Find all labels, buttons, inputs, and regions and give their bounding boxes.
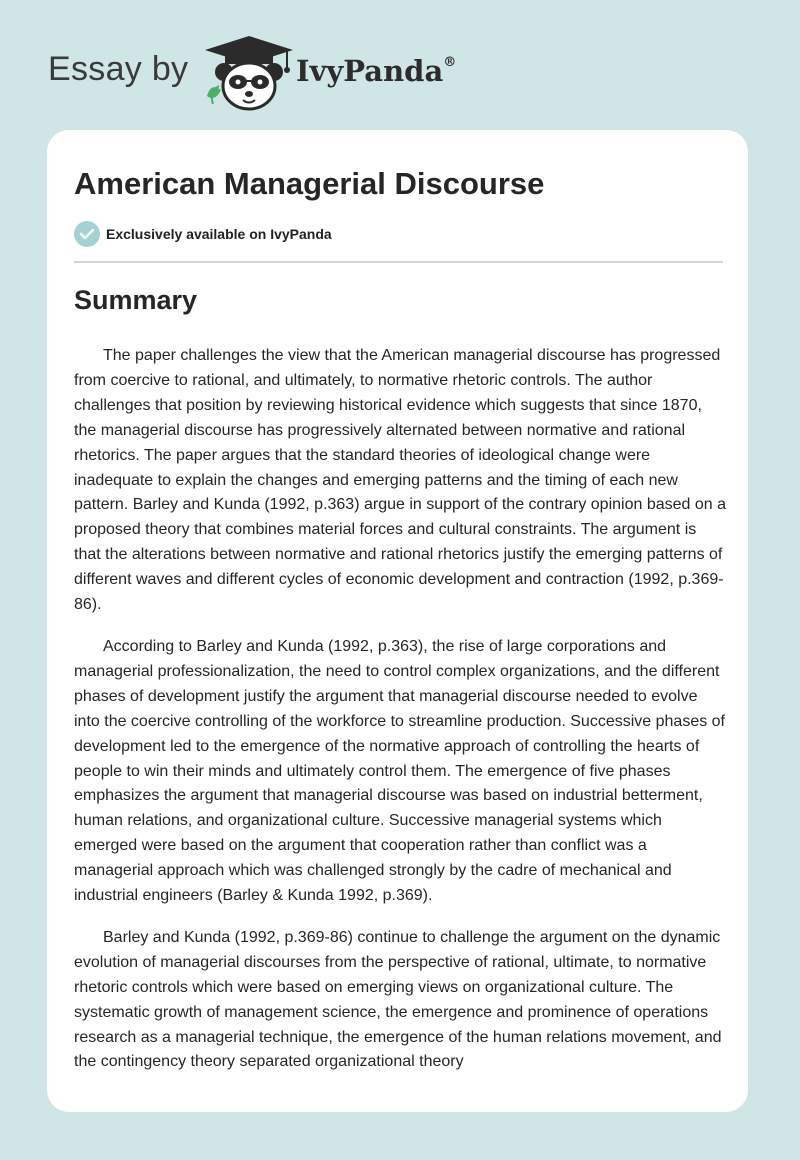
exclusive-badge [74,221,332,247]
paragraph: The paper challenges the view that the American managerial discourse has progressed from coercive to rational, and ultimately, to normative rhetoric controls. The author challenges that position by reviewing historical evidence which suggests that since 1870, the managerial discourse has progressively alternated between normative and rational rhetorics. The paper argues that the standard theories of ideological change were inadequate to explain the changes and emerging patterns and the timing of each new pattern. Barley and Kunda (1992, p.363) argue in support of the contrary opinion based on a proposed theory that combines material forces and cultural constraints. The argument is that the alterations between normative and rational rhetorics justify the emerging patterns of different waves and different cycles of economic development and contraction (1992, p.369-86). [74,347,726,614]
badge-label: Exclusively available on IvyPanda [106,226,332,242]
check-icon [74,221,100,247]
site-header [48,28,508,118]
page-title: American Managerial Discourse [74,166,545,201]
divider [74,261,723,263]
paragraph: According to Barley and Kunda (1992, p.363), the rise of large corporations and managerial professionalization, the need to control complex organizations, and the different phases of development justify the argument that managerial discourse needed to evolve into the coercive controlling of the workforce to streamline production. Successive phases of development led to the emergence of the normative approach of controlling the hearts of people to win their minds and ultimately control them. The emergence of five phases emphasizes the argument that managerial discourse was based on industrial betterment, human relations, and organizational culture. Successive managerial systems which emerged were based on the argument that cooperation rather than conflict was a managerial approach which was challenged strongly by the cadre of mechanical and industrial engineers (Barley & Kunda 1992, p.369). [74,637,725,905]
essay-by-label: Essay by [48,50,189,88]
brand-name[interactable]: IvyPanda® [296,54,457,88]
essay-body [74,344,726,1092]
section-title: Summary [74,285,198,315]
panda-graduate-icon[interactable] [201,34,297,114]
paragraph: Barley and Kunda (1992, p.369-86) continue to challenge the argument on the dynamic evolution of managerial discourses from the perspective of rational, ultimate, to normative rhetoric controls which were based on emerging views on organizational culture. The systematic growth of management science, the emergence and prominence of operations research as a managerial technique, the emergence of the human relations movement, and the contingency theory separated organizational theory [74,928,722,1071]
essay-card [47,130,748,1112]
